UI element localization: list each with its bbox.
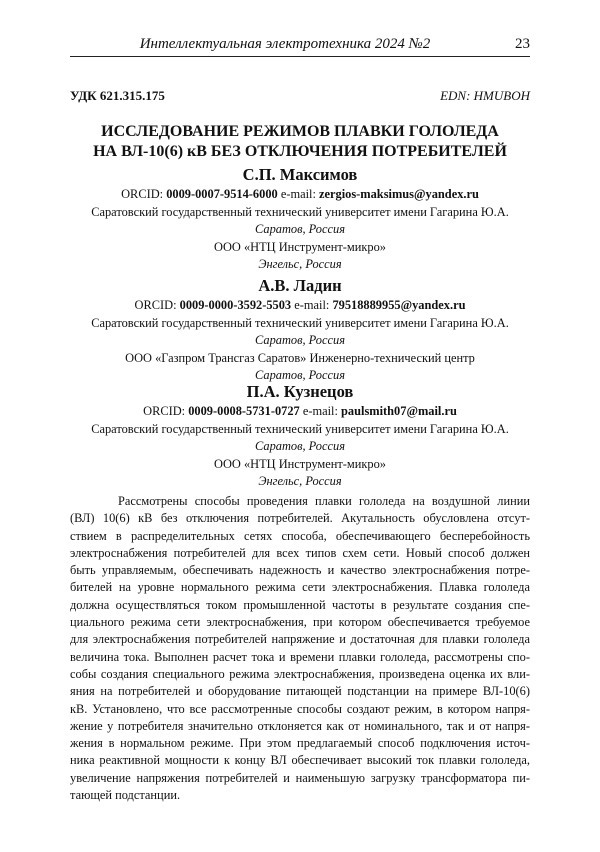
affiliation-city: Энгельс, Россия bbox=[258, 257, 342, 272]
email-link[interactable]: paulsmith07@mail.ru bbox=[341, 404, 457, 418]
abstract-line: для электроснабжения потребителей напряжение и достаточная для плавки гололеда bbox=[70, 632, 530, 647]
email-label: e-mail: bbox=[299, 404, 342, 418]
affiliation-city: Саратов, Россия bbox=[255, 222, 345, 237]
author-block bbox=[60, 275, 540, 385]
abstract-line: величина тока. Выполнен расчет тока и времени плавки гололеда, рассмотрены спо- bbox=[70, 649, 530, 664]
page-number: 23 bbox=[515, 36, 530, 52]
abstract-line: жение у потребителя значительно отклоняется как от номинального, так и от напря- bbox=[70, 718, 530, 733]
abstract-line: бителей на уровне нормального режима сети электроснабжения. Плавка гололеда bbox=[70, 580, 530, 595]
affiliation-org: ООО «НТЦ Инструмент-микро» bbox=[214, 239, 386, 254]
abstract-line: электроснабжения потребителей для всех типов схем сети. Новый способ должен bbox=[70, 545, 530, 560]
email-link[interactable]: zergios-maksimus@yandex.ru bbox=[319, 187, 479, 201]
abstract-line: Рассмотрены способы проведения плавки гололеда на воздушной линии bbox=[118, 494, 530, 508]
author-contacts bbox=[60, 186, 540, 204]
abstract-line: циального режима сети электроснабжения, при котором обеспечивается требуемое bbox=[70, 615, 530, 630]
affiliation-city: Саратов, Россия bbox=[255, 439, 345, 454]
affiliation-org: Саратовский государственный технический университет имени Гагарина Ю.А. bbox=[91, 315, 509, 330]
abstract-line: собы создания специального режима электроснабжения, произведена оценка их вли- bbox=[70, 666, 530, 681]
orcid-label: ORCID: bbox=[143, 404, 189, 418]
orcid-link[interactable]: 0009-0000-3592-5503 bbox=[179, 298, 292, 312]
affiliation-city: Энгельс, Россия bbox=[258, 474, 342, 489]
author-name: А.В. Ладин bbox=[258, 276, 342, 295]
journal-title: Интеллектуальная электротехника 2024 №2 bbox=[139, 36, 431, 52]
author-name: С.П. Максимов bbox=[242, 165, 358, 184]
email-label: e-mail: bbox=[277, 187, 320, 201]
author-contacts bbox=[60, 297, 540, 315]
author-block bbox=[60, 164, 540, 274]
running-header bbox=[70, 36, 530, 57]
abstract-line: должна осуществляться током промышленной частоты в результате создания спе- bbox=[70, 597, 530, 612]
udk-code: УДК 621.315.175 bbox=[70, 88, 165, 103]
affiliation-org: ООО «Газпром Трансгаз Саратов» Инженерно-технический центр bbox=[125, 350, 475, 365]
abstract-line: ника реактивной мощности к концу ВЛ обеспечивает высокий ток плавки гололеда, bbox=[70, 753, 530, 768]
author-block bbox=[60, 381, 540, 491]
abstract-line: увеличение напряжения потребителей и наименьшую загрузку трансформатора пи- bbox=[70, 770, 530, 785]
orcid-link[interactable]: 0009-0007-9514-6000 bbox=[166, 187, 278, 201]
abstract-line: ствием в распределительных сетях способа, обеспечивающего бесперебойность bbox=[70, 528, 530, 543]
title-line: ИССЛЕДОВАНИЕ РЕЖИМОВ ПЛАВКИ ГОЛОЛЕДА bbox=[101, 123, 499, 140]
author-name: П.А. Кузнецов bbox=[246, 382, 354, 401]
orcid-label: ORCID: bbox=[121, 187, 167, 201]
email-label: e-mail: bbox=[291, 298, 333, 312]
orcid-link[interactable]: 0009-0008-5731-0727 bbox=[188, 404, 300, 418]
affiliation-org: ООО «НТЦ Инструмент-микро» bbox=[214, 456, 386, 471]
title-line: НА ВЛ-10(6) кВ БЕЗ ОТКЛЮЧЕНИЯ ПОТРЕБИТЕЛЕЙ bbox=[93, 143, 507, 160]
paper-title bbox=[60, 122, 540, 162]
affiliation-org: Саратовский государственный технический университет имени Гагарина Ю.А. bbox=[91, 421, 509, 436]
abstract-line: (ВЛ) 10(6) кВ без отключения потребителей. Акутальность обусловлена отсут- bbox=[70, 511, 530, 526]
abstract-line: яния на потребителей и оборудование питающей подстанции на примере ВЛ-10(6) bbox=[70, 684, 530, 699]
orcid-label: ORCID: bbox=[134, 298, 180, 312]
affiliation-city: Саратов, Россия bbox=[255, 368, 345, 383]
affiliation-org: Саратовский государственный технический университет имени Гагарина Ю.А. bbox=[91, 204, 509, 219]
abstract-line: быть управляемым, обеспечивать надежность и качество электроснабжения потре- bbox=[70, 563, 530, 578]
abstract-line: кВ. Установлено, что все рассмотренные способы создают режим, в котором напря- bbox=[70, 701, 530, 716]
author-contacts bbox=[60, 403, 540, 421]
abstract bbox=[70, 493, 530, 804]
affiliation-city: Саратов, Россия bbox=[255, 333, 345, 348]
abstract-line: жения в нормальном режиме. При этом предлагаемый способ подключения источ- bbox=[70, 736, 530, 751]
edn-code: EDN: HMUBOH bbox=[440, 88, 530, 103]
meta-row bbox=[70, 88, 530, 106]
abstract-line: тающей подстанции. bbox=[70, 788, 181, 803]
email-link[interactable]: 79518889955@yandex.ru bbox=[332, 298, 466, 312]
